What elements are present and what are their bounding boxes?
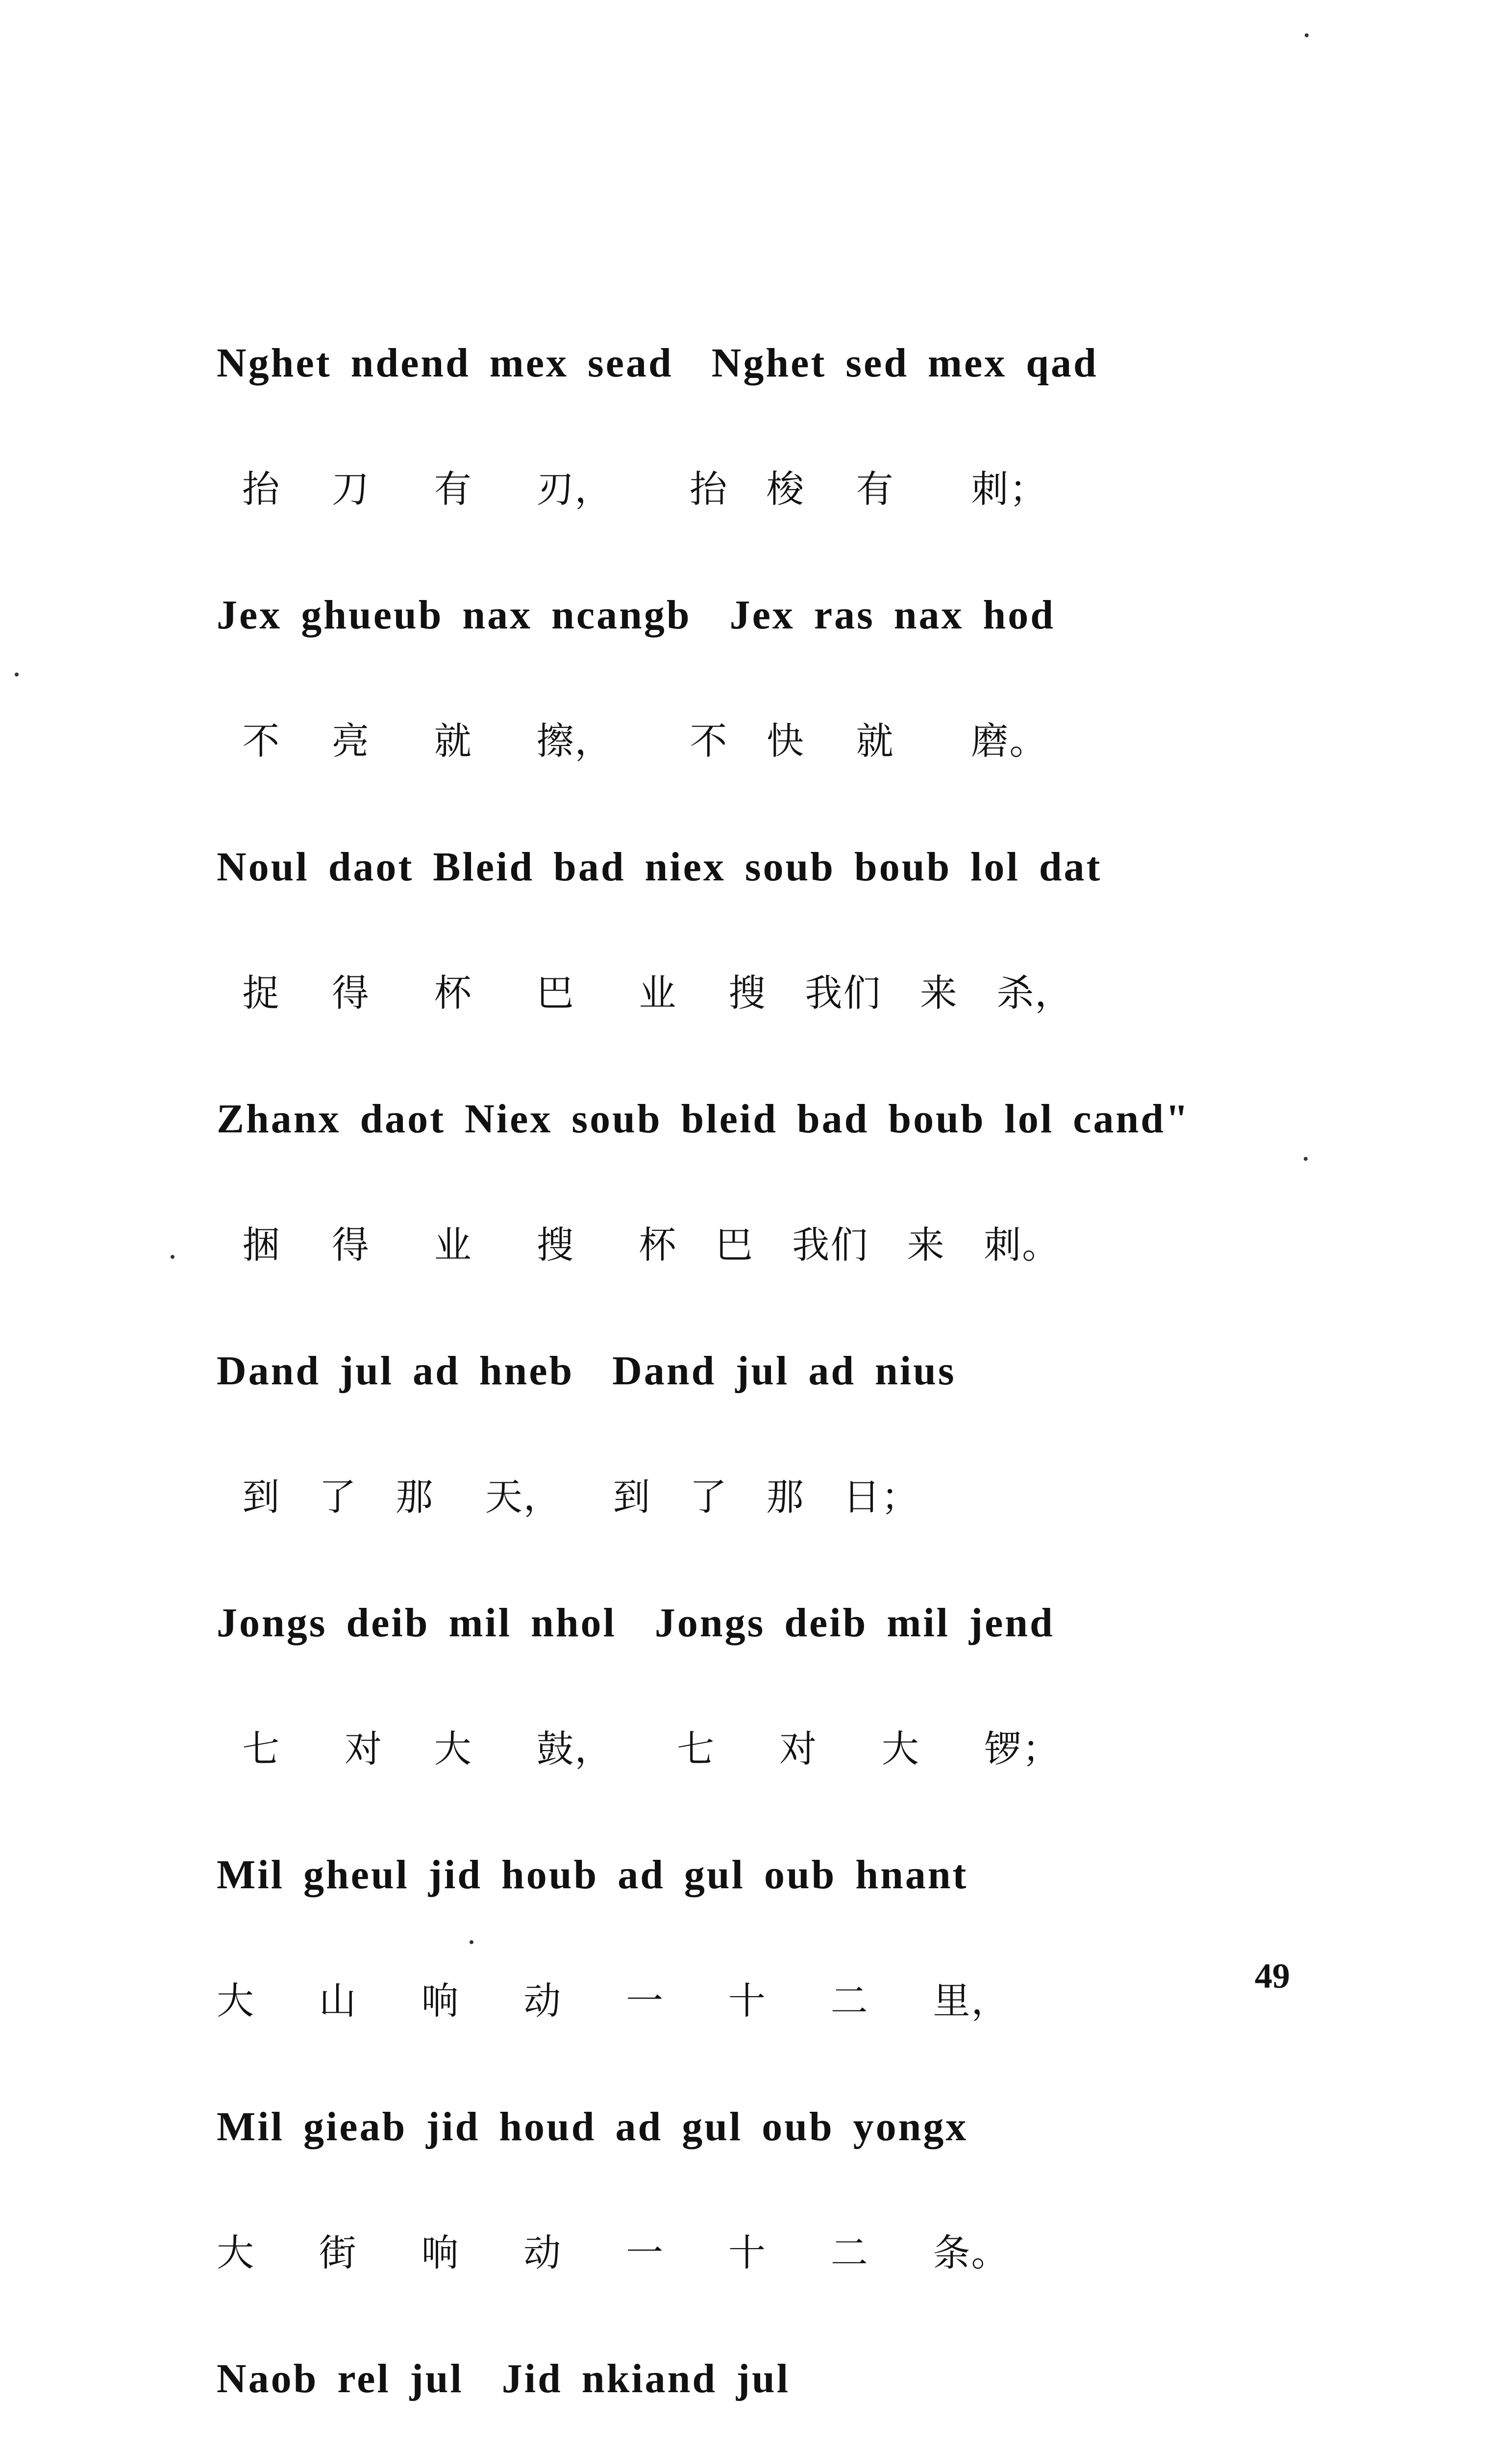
verse-pair [217, 2064, 1295, 2316]
verse-pair [217, 2316, 1295, 2451]
miao-line: Noul daot Bleid bad niex soub boub lol dat [217, 844, 1102, 890]
scan-speck [470, 1940, 473, 1944]
verse-pair [217, 1812, 1295, 2064]
chinese-line: 大 山 响 动 一 十 二 里， [217, 1979, 1010, 2023]
scan-speck [1305, 33, 1309, 37]
miao-line: Dand jul ad hneb Dand jul ad nius [217, 1348, 956, 1394]
chinese-line: 捆 得 业 搜 杯 巴 我们 来 刺。 [217, 1223, 1061, 1267]
miao-line: Zhanx daot Niex soub bleid bad boub lol cand" [217, 1096, 1190, 1142]
chinese-line [217, 2442, 1295, 2451]
chinese-line: 到 了 那 天， 到 了 那 日； [217, 1475, 919, 1519]
miao-line: Jongs deib mil nhol Jongs deib mil jend [217, 1600, 1055, 1646]
miao-line: Mil gheul jid houb ad gul oub hnant [217, 1852, 968, 1898]
chinese-line: 大 街 响 动 一 十 二 条。 [217, 2231, 1010, 2275]
verse-pair [217, 1308, 1295, 1560]
miao-line: Mil gieab jid houd ad gul oub yongx [217, 2104, 968, 2150]
chinese-line: 不 亮 就 擦， 不 快 就 磨。 [217, 719, 1048, 763]
verse-pair [217, 1056, 1295, 1308]
page-number: 49 [1255, 1956, 1290, 1996]
chinese-line: 七 对 大 鼓， 七 对 大 锣； [217, 1727, 1061, 1771]
chinese-line: 抬 刀 有 刃， 抬 梭 有 刺； [217, 467, 1048, 511]
verse-pair [217, 1560, 1295, 1812]
miao-line: Nghet ndend mex sead Nghet sed mex qad [217, 340, 1098, 386]
scan-speck [171, 1255, 174, 1259]
scan-speck [1304, 1157, 1308, 1161]
bilingual-poem [217, 300, 1295, 2451]
verse-pair [217, 300, 1295, 552]
scan-speck [15, 673, 19, 676]
chinese-line: 捉 得 杯 巴 业 搜 我们 来 杀， [217, 971, 1073, 1015]
miao-line: Naob rel jul Jid nkiand jul [217, 2356, 791, 2401]
verse-pair [217, 804, 1295, 1056]
verse-pair [217, 552, 1295, 804]
miao-line: Jex ghueub nax ncangb Jex ras nax hod [217, 592, 1055, 638]
